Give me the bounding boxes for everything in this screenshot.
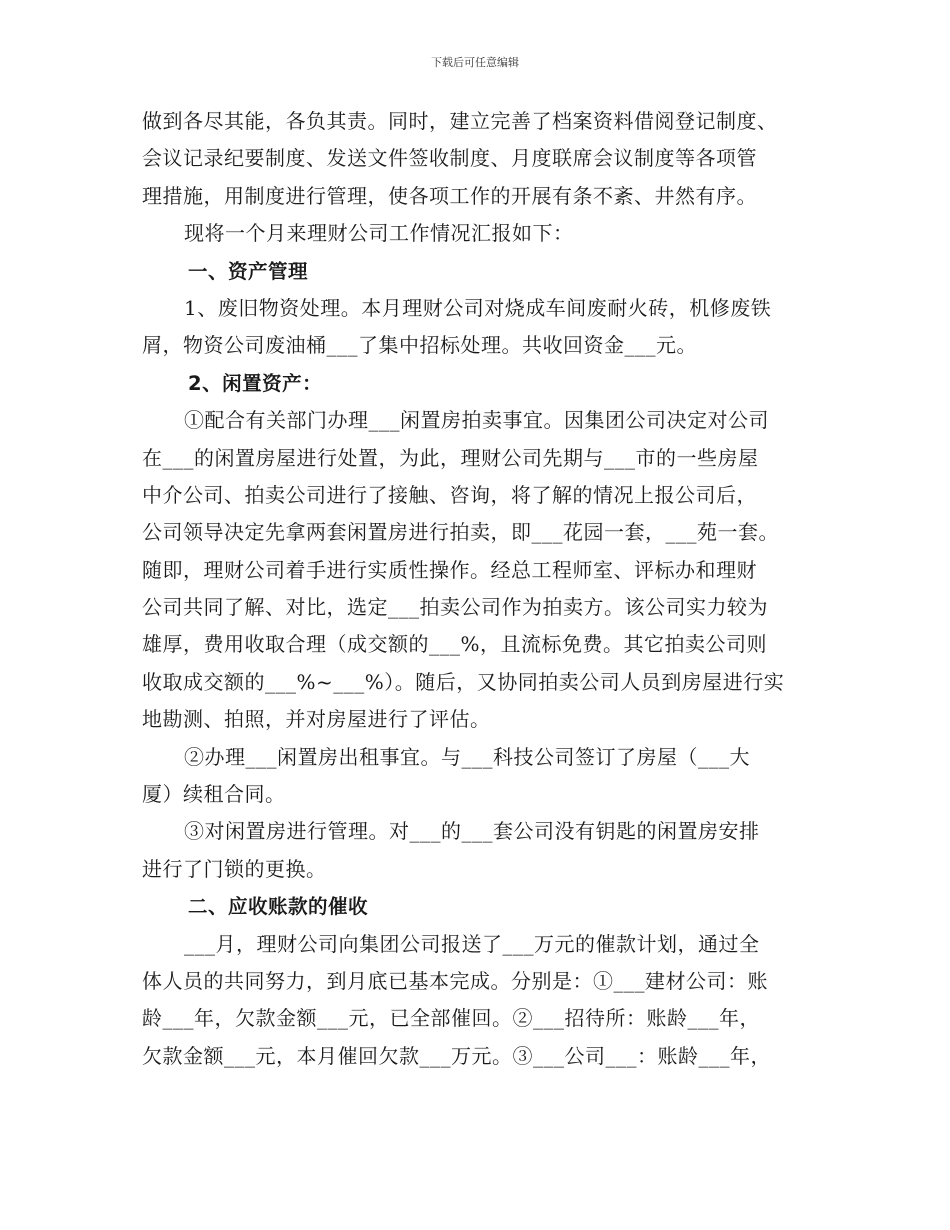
text-line: 在___的闲置房屋进行处置，为此，理财公司先期与___市的一些房屋 — [142, 445, 759, 470]
text-line: 屑，物资公司废油桶___了集中招标处理。共收回资金___元。 — [142, 333, 697, 358]
section-heading: 一、资产管理 — [188, 259, 309, 283]
text-line: ___月，理财公司向集团公司报送了___万元的催款计划，通过全 — [184, 931, 760, 956]
section-heading: 二、应收账款的催收 — [188, 895, 369, 919]
text-line: 体人员的共同努力，到月底已基本完成。分别是：①___建材公司：账 — [142, 968, 768, 993]
text-line: 地勘测、拍照，并对房屋进行了评估。 — [142, 707, 491, 732]
document-body — [142, 103, 814, 1075]
text-line: ①配合有关部门办理___闲置房拍卖事宜。因集团公司决定对公司 — [184, 408, 769, 433]
text-line: 现将一个月来理财公司工作情况汇报如下： — [184, 221, 574, 246]
text-line: 公司共同了解、对比，选定___拍卖公司作为拍卖方。该公司实力较为 — [142, 595, 768, 620]
text-line: 做到各尽其能，各负其责。同时，建立完善了档案资料借阅登记制度、 — [142, 109, 778, 133]
text-line: 公司领导决定先拿两套闲置房进行拍卖，即___花园一套，___苑一套。 — [142, 520, 779, 545]
text-line: 会议记录纪要制度、发送文件签收制度、月度联席会议制度等各项管 — [142, 146, 757, 171]
text-line: 随即，理财公司着手进行实质性操作。经总工程师室、评标办和理财 — [142, 557, 757, 582]
text-line: 欠款金额___元，本月催回欠款___万元。③___公司___：账龄___年， — [142, 1043, 771, 1068]
text-line: 龄___年，欠款金额___元，已全部催回。②___招待所：账龄___年， — [142, 1006, 760, 1031]
text-line: 雄厚，费用收取合理（成交额的___%，且流标免费。其它拍卖公司则 — [142, 632, 768, 657]
text-line: ②办理___闲置房出租事宜。与___科技公司签订了房屋（___大 — [184, 744, 750, 769]
page-header: 下载后可任意编辑 — [431, 56, 519, 69]
text-line: 进行了门锁的更换。 — [142, 856, 327, 881]
text-line: 1、废旧物资处理。本月理财公司对烧成车间废耐火砖，机修废铁 — [184, 295, 772, 320]
subsection-heading: 2、闲置资产： — [188, 371, 323, 395]
text-line: 中介公司、拍卖公司进行了接触、咨询，将了解的情况上报公司后， — [142, 482, 757, 507]
text-line: 理措施，用制度进行管理，使各项工作的开展有条不紊、井然有序。 — [142, 183, 757, 208]
text-line: 厦）续租合同。 — [142, 782, 286, 807]
text-line: ③对闲置房进行管理。对___的___套公司没有钥匙的闲置房安排 — [184, 819, 760, 844]
text-line: 收取成交额的___%~___%）。随后，又协同拍卖公司人员到房屋进行实 — [142, 669, 785, 694]
